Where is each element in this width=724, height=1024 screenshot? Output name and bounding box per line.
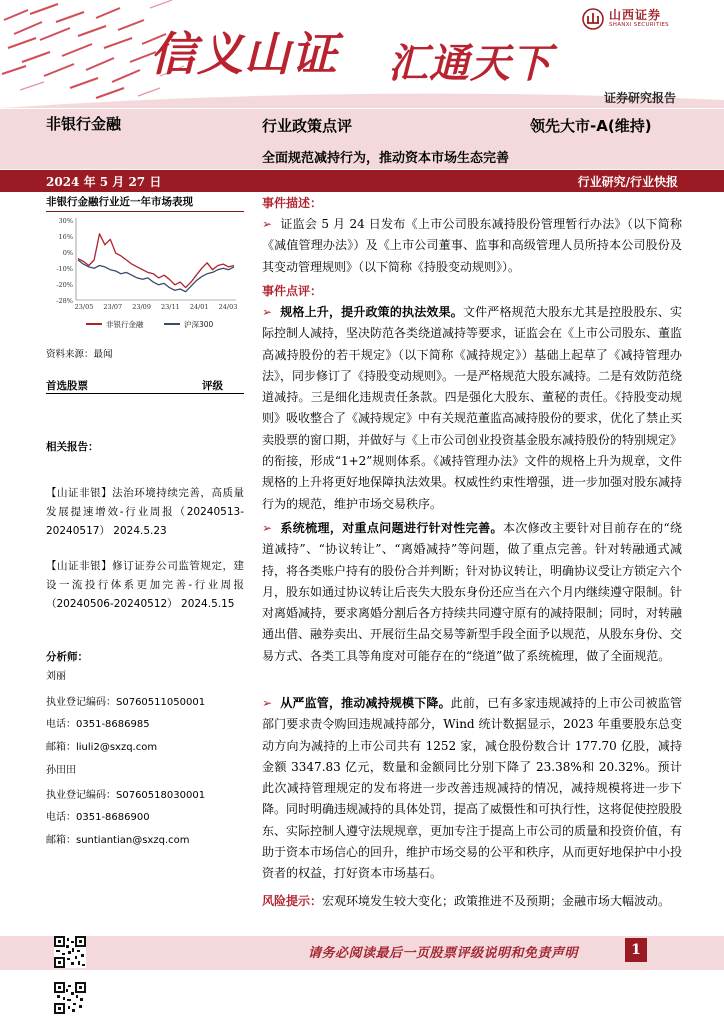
x-tick-label: 23/11	[161, 303, 180, 311]
sector-name: 非银行金融	[46, 115, 122, 133]
slogan-part-2: 汇通天下	[388, 40, 552, 87]
related-report-link[interactable]: 【山证非银】法治环境持续完善，高质量发展提速增效-行业周报（20240513-20240517） 2024.5.23	[46, 487, 244, 537]
bullet-arrow-icon: ➢	[262, 217, 273, 231]
comment-point	[262, 693, 682, 885]
chart-title: 非银行金融行业近一年市场表现	[46, 194, 244, 212]
analyst-email[interactable]: 邮箱：suntiantian@sxzq.com	[46, 835, 190, 846]
market-performance-chart	[46, 212, 244, 334]
y-tick-label: -20%	[56, 281, 73, 289]
analyst-name: 孙田田	[46, 765, 76, 776]
legend-label: 沪深300	[184, 320, 214, 329]
report-headline: 全面规范减持行为，推动资本市场生态完善	[262, 151, 510, 166]
brand-name-cn: 山西证券	[609, 8, 662, 22]
analyst-phone: 电话：0351-8686985	[46, 719, 150, 730]
related-reports-title: 相关报告：	[46, 441, 99, 453]
analyst-license: 执业登记编码：S0760518030001	[46, 790, 206, 801]
point-text: 本次修改主要针对目前存在的“绕道减持”、“协议转让”、“离婚减持”等问题，做了重点完善。针对转融通式减持，将各类账户持有的股份合并判断；针对协议转让，明确协议受让方锁定六个月，股东如通过协议转让后丧失大股东身份还应当在六个月内继续遵守限制。针对离婚减持，要求离婚分割后各方持续共同遵守原有的减持限制；同时，对转融通出借、融券卖出、开展衍生品交易等新型手段全面予以规范，从股东身份、交易方式、各类工具等角度对可能存在的“绕道”做了系统梳理，做了全面规范。	[262, 521, 683, 663]
analyst-name: 刘丽	[46, 671, 66, 682]
chart-svg	[46, 212, 244, 334]
y-tick-label: -28%	[56, 297, 73, 305]
legend-label: 非银行金融	[106, 320, 144, 329]
event-paragraph	[262, 214, 682, 278]
industry-rating: 领先大市-A(维持)	[530, 117, 652, 135]
comment-point	[262, 518, 682, 667]
report-type: 行业政策点评	[262, 117, 353, 135]
rating-column-header: 评级	[202, 380, 223, 392]
brand-name-en: SHANXI SECURITIES	[609, 22, 669, 28]
qr-code-icon[interactable]	[54, 936, 86, 968]
point-lead: 系统梳理，对重点问题进行针对性完善。	[280, 521, 503, 535]
point-lead: 规格上升，提升政策的执法效果。	[280, 305, 463, 319]
shanxi-securities-logo-icon	[582, 8, 604, 30]
x-tick-label: 23/09	[132, 303, 151, 311]
x-tick-label: 24/03	[218, 303, 238, 311]
related-report-link[interactable]: 【山证非银】修订证券公司监管规定，建设一流投行体系更加完善-行业周报（20240506-20240512） 2024.5.15	[46, 560, 244, 610]
analyst-phone: 电话：0351-8686900	[46, 812, 150, 823]
series-line	[78, 234, 234, 288]
x-tick-label: 23/05	[74, 303, 94, 311]
bullet-arrow-icon: ➢	[262, 305, 273, 319]
brand-logo	[582, 8, 669, 30]
point-text: 此前，已有多家违规减持的上市公司被监管部门要求责令购回违规减持部分，Wind 统计数据显示，2023 年重要股东总变动方向为减持的上市公司共有 1252 家，减仓股份数合计 177.70 亿股，减持金额 3347.83 亿元，数量和金额同比分别下降了 23.38%和 20.32%。预计此次减持管理规定的发布将进一步改善违规减持的情况，减持规模将进一步下降。同时明确违规减持的具体处罚，提高了威慑性和可执行性，这将促使控股股东、实际控制人遵守法规规章，更加专注于提高上市公司的质量和投资价值，有助于资本市场信心的回升，维护市场交易的公平和秩序，从而更好地保护中小投资者的权益，打好资本市场基石。	[262, 696, 683, 881]
event-text: 证监会 5 月 24 日发布《上市公司股东减持股份管理暂行办法》（以下简称《减值管理办法》）及《上市公司董事、监事和高级管理人员所持本公司股份及其变动管理规则》（以下简称《持股变动规则》）。	[262, 217, 682, 274]
bullet-arrow-icon: ➢	[262, 696, 273, 710]
y-tick-label: -10%	[56, 265, 73, 273]
report-date: 2024 年 5 月 27 日	[46, 175, 162, 189]
y-tick-label: 0%	[62, 249, 73, 257]
risk-label: 风险提示：	[262, 894, 323, 908]
x-tick-label: 23/07	[103, 303, 123, 311]
point-lead: 从严监管，推动减持规模下降。	[280, 696, 451, 710]
document-type: 证券研究报告	[603, 91, 676, 105]
comment-point	[262, 302, 682, 515]
event-section-title: 事件描述：	[262, 196, 323, 210]
preferred-stock-table-header	[46, 378, 244, 394]
y-tick-label: 30%	[58, 217, 73, 225]
header-banner	[0, 0, 724, 108]
disclaimer-notice[interactable]: 请务必阅读最后一页股票评级说明和免责声明	[308, 946, 579, 961]
analyst-email[interactable]: 邮箱：liuli2@sxzq.com	[46, 742, 158, 753]
chart-source: 资料来源：最闻	[46, 349, 113, 360]
slogan-part-1: 信义山证	[150, 27, 338, 81]
comment-section-title: 事件点评：	[262, 284, 323, 298]
point-text: 文件严格规范大股东尤其是控股股东、实际控制人减持，坚决防范各类绕道减持等要求，证监会在《上市公司股东、董监高减持股份的若干规定》（以下简称《减持规定》）基础上起草了《减持管理办法》，同步修订了《持股变动规则》。一是严格规范大股东减持。二是有效防范绕道减持。三是细化违规责任条款。四是强化大股东、董秘的责任。《持股变动规则》吸收整合了《减持规定》中有关规范董监高减持股份的要求，优化了禁止买卖股票的窗口期，并做好与《上市公司创业投资基金股东减持股份的特别规定》的衔接，形成“1+2”规则体系。《减持管理办法》文件的规格上升为规章，文件规格的上升将更好地保障执法效果。权威性约束性增强，进一步加强对股东减持行为的规范，维护市场交易秩序。	[262, 305, 683, 511]
bullet-arrow-icon: ➢	[262, 521, 273, 535]
report-category: 行业研究/行业快报	[577, 175, 678, 189]
analyst-license: 执业登记编码：S0760511050001	[46, 697, 206, 708]
y-tick-label: 16%	[58, 233, 73, 241]
risk-warning	[262, 892, 702, 909]
qr-code-icon[interactable]	[54, 982, 86, 1014]
risk-text: 宏观环境发生较大变化；政策推进不及预期；金融市场大幅波动。	[322, 894, 671, 908]
stock-column-header: 首选股票	[46, 380, 88, 392]
analysts-title: 分析师：	[46, 651, 88, 663]
x-tick-label: 24/01	[189, 303, 209, 311]
page-number: 1	[625, 938, 647, 962]
